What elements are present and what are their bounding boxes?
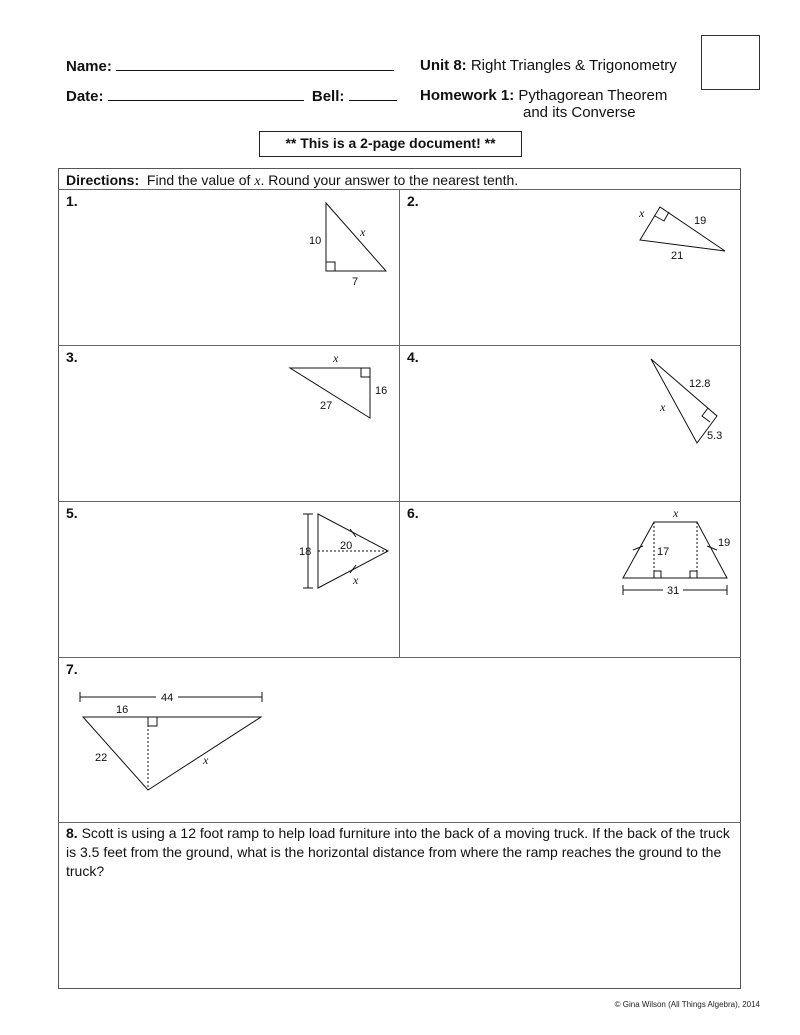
p7-label-seg: 16 — [116, 704, 129, 716]
problem-8-text: Scott is using a 12 foot ramp to help load furniture into the back of a moving truck. If the back of the truck is 3.5 feet from the ground, what is the horizontal distance from where the ramp reaches the ground to the truck? — [66, 825, 730, 879]
p5-label-x: x — [353, 573, 359, 587]
two-page-banner: ** This is a 2-page document! ** — [259, 131, 522, 157]
p2-label-hyp: 21 — [671, 250, 684, 262]
p3-label-x: x — [333, 351, 339, 365]
directions-variable: x — [254, 174, 261, 189]
problem-4-number: 4. — [407, 349, 419, 365]
p4-label-leg: 5.3 — [707, 430, 723, 442]
problem-3-number: 3. — [66, 349, 78, 365]
p7-label-side: 22 — [95, 752, 108, 764]
p6-label-base: 31 — [667, 585, 680, 597]
homework-label: Homework 1: — [420, 87, 515, 104]
p5-label-height: 20 — [340, 540, 353, 552]
directions-text: Find the value of — [146, 172, 251, 188]
homework-title-line1: Pythagorean Theorem — [518, 87, 668, 104]
p4-label-hyp: 12.8 — [689, 378, 711, 390]
bell-label: Bell: — [311, 88, 345, 105]
p6-label-slant: 19 — [718, 537, 731, 549]
unit-label: Unit 8: — [420, 57, 467, 74]
problem-7-number: 7. — [66, 661, 78, 677]
p2-label-leg: 19 — [694, 215, 707, 227]
date-label: Date: — [66, 88, 104, 105]
name-label: Name: — [66, 58, 112, 75]
problem-6-number: 6. — [407, 505, 419, 521]
p6-label-x: x — [673, 506, 679, 520]
p3-label-leg: 16 — [375, 385, 388, 397]
p7-label-top: 44 — [161, 692, 174, 704]
problem-1-triangle — [326, 203, 386, 271]
directions-label: Directions: — [66, 172, 140, 188]
copyright: © Gina Wilson (All Things Algebra), 2014 — [614, 1000, 760, 1009]
p5-label-side: 18 — [299, 546, 312, 558]
problem-1-number: 1. — [66, 193, 78, 209]
p6-label-height: 17 — [657, 546, 670, 558]
p1-label-b: 7 — [352, 276, 359, 288]
p3-label-hyp: 27 — [320, 400, 333, 412]
p7-label-x: x — [203, 753, 209, 767]
unit-title: Right Triangles & Trigonometry — [470, 57, 677, 74]
problem-7-triangle — [80, 692, 262, 790]
homework-title-line2: and its Converse — [523, 104, 636, 121]
problem-8-number: 8. — [66, 825, 78, 841]
p4-label-x: x — [660, 400, 666, 414]
p2-label-x: x — [639, 206, 645, 220]
problem-2-triangle — [640, 207, 725, 251]
problem-8 — [66, 824, 736, 881]
p1-label-a: 10 — [309, 235, 322, 247]
problem-2-number: 2. — [407, 193, 419, 209]
p1-label-x: x — [360, 225, 366, 239]
problem-5-number: 5. — [66, 505, 78, 521]
directions-text-end: . Round your answer to the nearest tenth. — [260, 172, 519, 188]
